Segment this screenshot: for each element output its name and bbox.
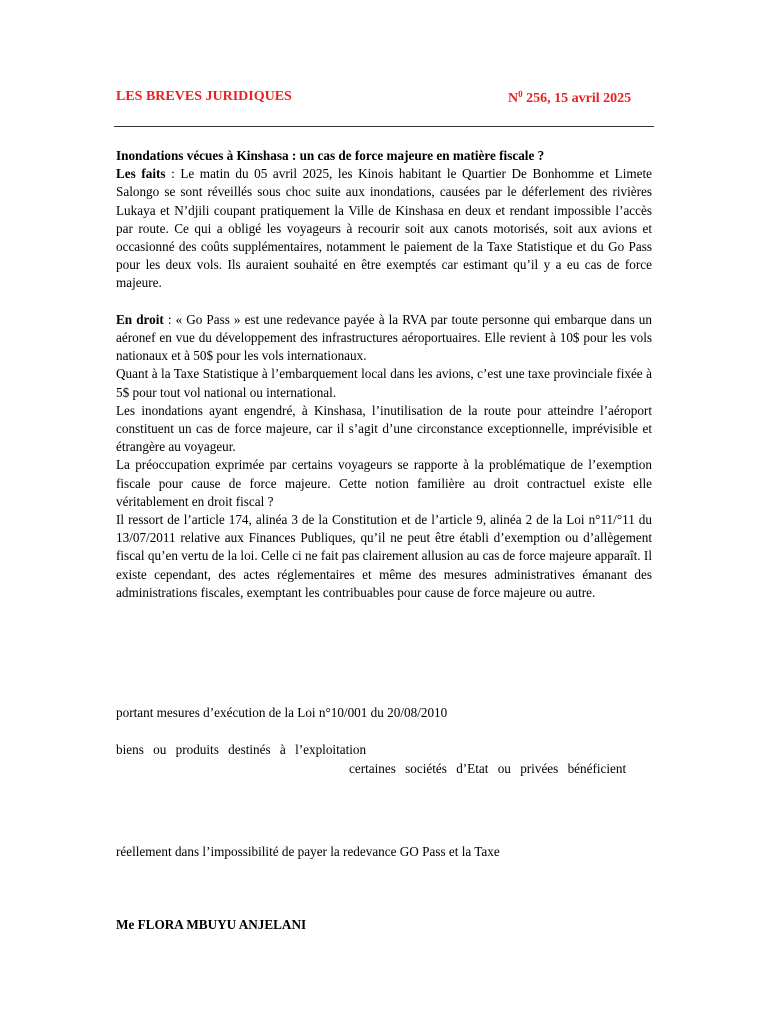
issue-superscript: 0 bbox=[518, 89, 523, 99]
issue-prefix: N bbox=[508, 91, 519, 106]
article-body bbox=[116, 147, 652, 602]
faits-paragraph bbox=[116, 165, 652, 292]
fragment-loi: portant mesures d’exécution de la Loi n°10/001 du 20/08/2010 bbox=[116, 705, 448, 720]
paragraph-preoccupation: La préoccupation exprimée par certains voyageurs se rapporte à la problématique de l’exemption fiscale pour cause de force majeure. Cette notion familière au droit contractuel existe elle véritablement en droit fiscal ? bbox=[116, 457, 652, 509]
author-signature: Me FLORA MBUYU ANJELANI bbox=[116, 917, 307, 932]
fragment-biens: biens ou produits destinés à l’exploitation bbox=[116, 742, 367, 757]
fragment-societes: certaines sociétés d’Etat ou privées bénéficient bbox=[349, 761, 627, 776]
fragment-impossibilite: réellement dans l’impossibilité de payer la redevance GO Pass et la Taxe bbox=[116, 844, 500, 859]
droit-text: : « Go Pass » est une redevance payée à la RVA par toute personne qui embarque dans un aéronef en vue du développement des infrastructures aéroportuaires. Elle revient à 10$ pour les vols nationaux et à 50$ pour les vols internationaux. bbox=[116, 311, 652, 364]
droit-paragraph bbox=[116, 311, 652, 366]
issue-rest: 256, 15 avril 2025 bbox=[522, 91, 632, 106]
paragraph-ressort: Il ressort de l’article 174, alinéa 3 de la Constitution et de l’article 9, alinéa 2 de la Loi n°11/°11 du 13/07/2011 relative aux Finances Publiques, qu’il ne peut être établi d’exemption ou d’allègement fiscal qu’en vertu de la loi. Celle ci ne fait pas clairement allusion au cas de force majeure apparaît. Il existe cependant, des actes réglementaires et même des mesures administratives émanant des administrations fiscales, exemptant les contribuables pour cause de force majeure ou autre. bbox=[116, 512, 652, 600]
header-divider bbox=[114, 126, 654, 127]
article-title: Inondations vécues à Kinshasa : un cas de force majeure en matière fiscale ? bbox=[116, 148, 545, 163]
faits-label: Les faits bbox=[116, 166, 166, 182]
droit-label: En droit bbox=[116, 311, 164, 327]
paragraph-taxe-statistique: Quant à la Taxe Statistique à l’embarquement local dans les avions, c’est une taxe provinciale fixée à 5$ pour tout vol national ou international. bbox=[116, 366, 652, 400]
publication-title: LES BREVES JURIDIQUES bbox=[116, 89, 292, 104]
paragraph-inondations: Les inondations ayant engendré, à Kinshasa, l’inutilisation de la route pour atteindre l’aéroport constituent un cas de force majeure, car il s’agit d’une circonstance exceptionnelle, imprévisible et étrangère au voyageur. bbox=[116, 402, 652, 455]
faits-text: : Le matin du 05 avril 2025, les Kinois habitant le Quartier De Bonhomme et Limete Salongo se sont réveillés sous choc suite aux inondations, causées par le déferlement des rivières Lukaya et N’djili coupant pratiquement la Ville de Kinshasa en deux et rendant impossible l’accès par route. Ce qui a obligé les voyageurs à recourir soit aux canots motorisés, soit aux avions et occasionné des coûts supplémentaires, notamment le paiement de la Taxe Statistique et du Go Pass pour les deux vols. Ils auraient souhaité en être exemptés car estimant qu’il y a eu cas de force majeure. bbox=[116, 166, 652, 291]
issue-number bbox=[508, 89, 631, 107]
paragraph-gap bbox=[116, 293, 652, 311]
